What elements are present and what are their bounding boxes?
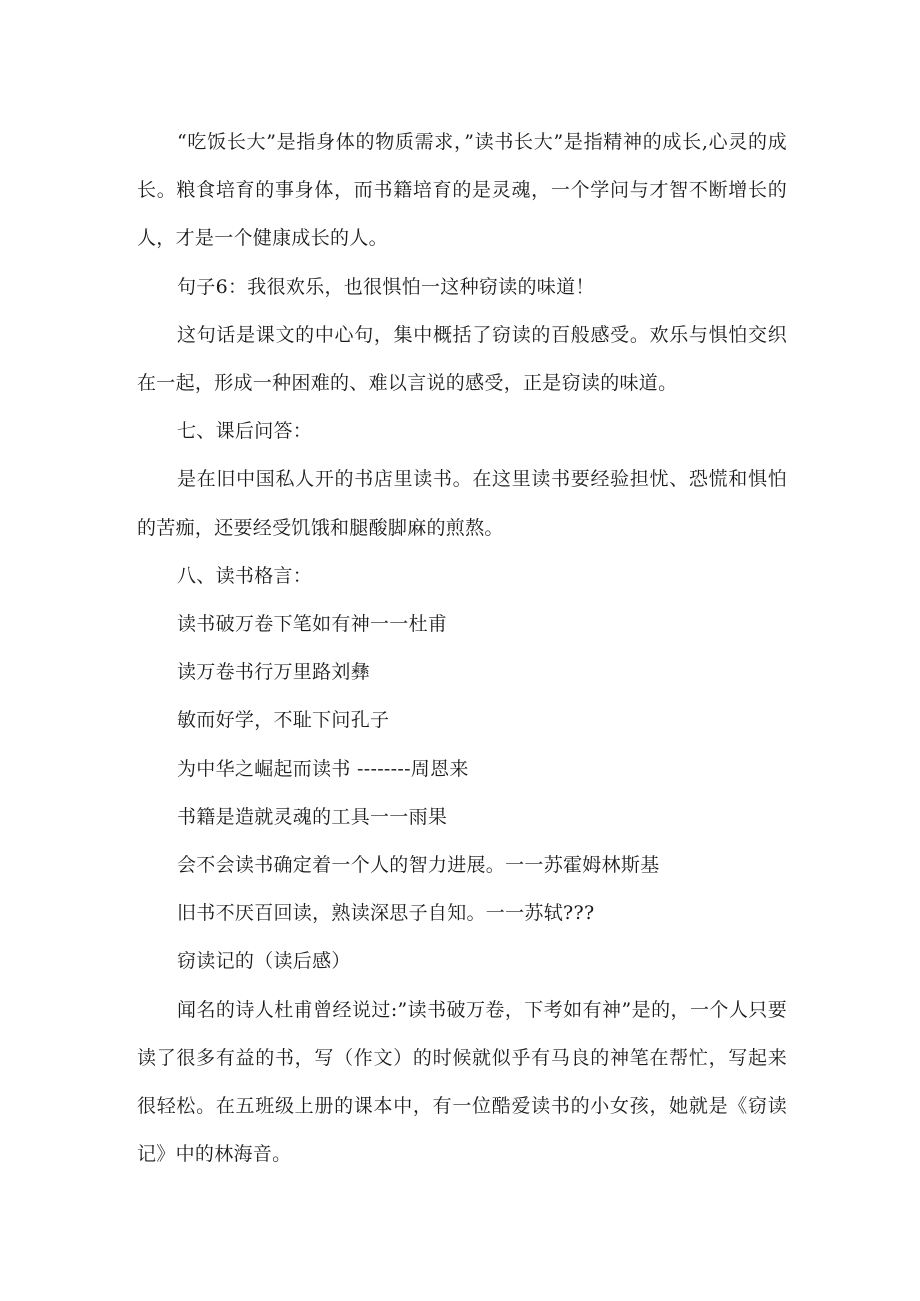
motto-item: 读书破万卷下笔如有神一一杜甫 — [177, 613, 448, 636]
paragraph-central-sentence: 这句话是课文的中心句，集中概括了窃读的百般感受。欢乐与惧怕交织在一起，形成一种困难的、难以言说的感受，正是窃读的味道。 — [137, 323, 787, 395]
document-body — [137, 118, 787, 1178]
section-heading-mottos: 八、读书格言： — [177, 564, 313, 587]
motto-item: 书籍是造就灵魂的工具一一雨果 — [177, 805, 448, 828]
paragraph-qa-answer: 是在旧中国私人开的书店里读书。在这里读书要经验担忧、恐慌和惧怕的苦痂，还要经受饥饿和腿酸脚麻的煎熬。 — [137, 468, 787, 539]
motto-item: 会不会读书确定着一个人的智力进展。一一苏霍姆林斯基 — [177, 854, 660, 877]
motto-item: 敏而好学，不耻下问孔子 — [177, 709, 390, 732]
motto-item: 读万卷书行万里路刘彝 — [177, 661, 371, 684]
section-heading-qa: 七、课后问答： — [177, 420, 313, 443]
essay-title: 窃读记的（读后感） — [177, 950, 351, 973]
sentence-6-heading: 句子6：我很欢乐，也很惧怕一这种窃读的味道！ — [177, 275, 595, 298]
motto-item: 为中华之崛起而读书 --------周恩来 — [177, 757, 469, 780]
paragraph-essay-intro: 闻名的诗人杜甫曾经说过:”读书破万卷，下考如有神”是的，一个人只要读了很多有益的书，写（作文）的时候就似乎有马良的神笔在帮忙，写起来很轻松。在五班级上册的课本中，有一位酷爱读书的小女孩，她就是《窃读记》中的林海音。 — [137, 998, 787, 1166]
paragraph-eating-reading: “吃饭长大”是指身体的物质需求，”读书长大”是指精神的成长,心灵的成长。粮食培育的事身体，而书籍培育的是灵魂，一个学问与才智不断增长的人，才是一个健康成长的人。 — [137, 131, 787, 250]
motto-item: 旧书不厌百回读，熟读深思子自知。一一苏轼??? — [177, 902, 595, 925]
